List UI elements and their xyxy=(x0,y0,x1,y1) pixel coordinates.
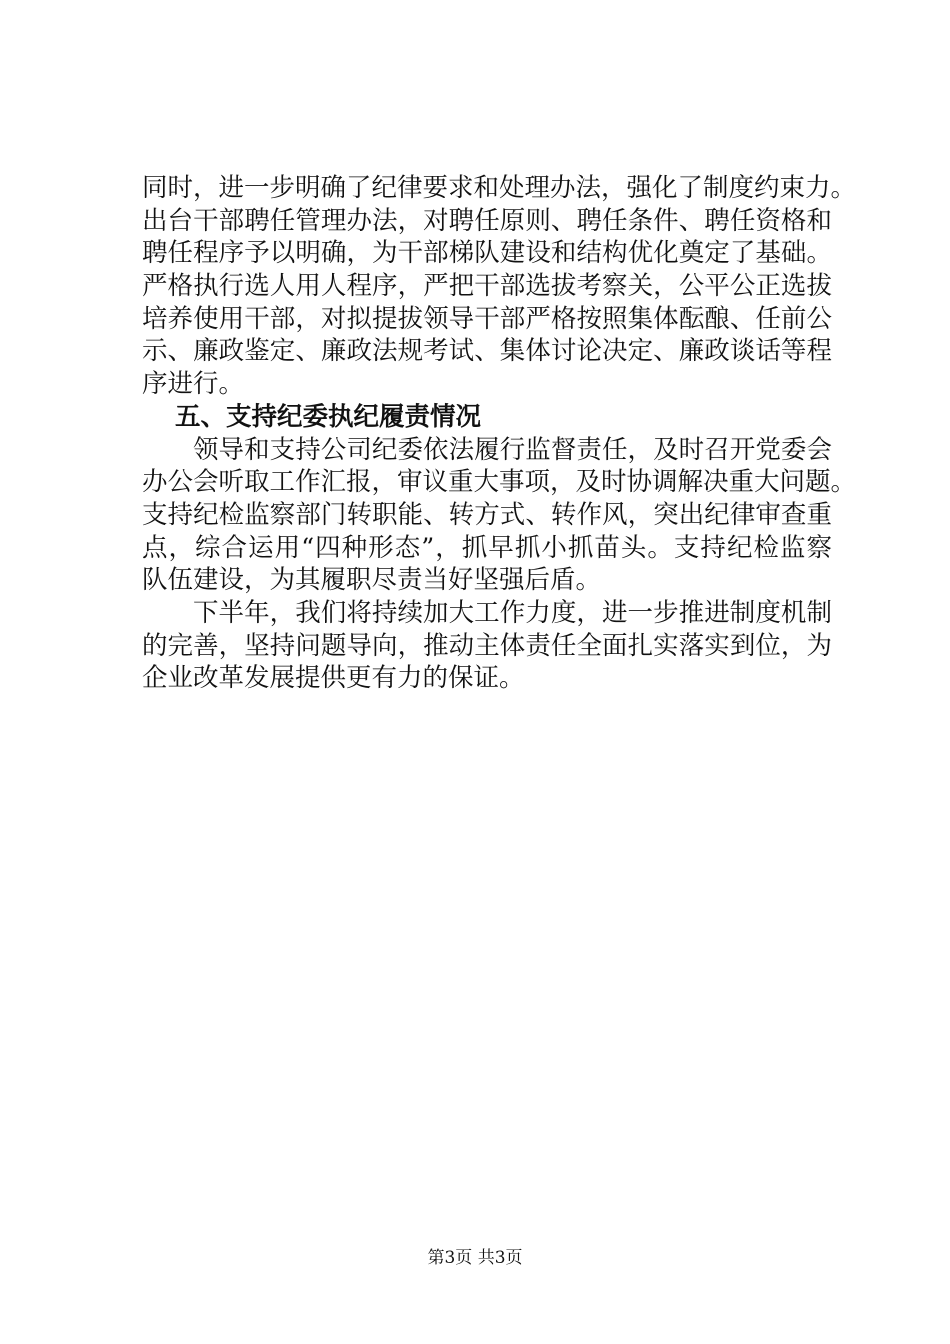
paragraph-next-half-year xyxy=(142,597,832,695)
text-line: 出台干部聘任管理办法，对聘任原则、聘任条件、聘任资格和 xyxy=(142,205,832,236)
text-line: 培养使用干部，对拟提拔领导干部严格按照集体酝酿、任前公 xyxy=(142,303,832,334)
text-line: 的完善，坚持问题导向，推动主体责任全面扎实落实到位，为 xyxy=(142,630,832,661)
paragraph-discipline-support xyxy=(142,434,857,597)
text-line: 聘任程序予以明确，为干部梯队建设和结构优化奠定了基础。 xyxy=(142,238,832,269)
text-line: 下半年，我们将持续加大工作力度，进一步推进制度机制 xyxy=(193,597,832,628)
text-line: 示、廉政鉴定、廉政法规考试、集体讨论决定、廉政谈话等程 xyxy=(142,336,832,367)
text-line: 队伍建设，为其履职尽责当好坚强后盾。 xyxy=(142,565,602,596)
text-line: 点，综合运用“四种形态”，抓早抓小抓苗头。支持纪检监察 xyxy=(142,532,832,563)
document-body xyxy=(142,172,857,695)
text-line: 同时，进一步明确了纪律要求和处理办法，强化了制度约束力。 xyxy=(142,173,857,203)
text-line: 支持纪检监察部门转职能、转方式、转作风，突出纪律审查重 xyxy=(142,499,832,530)
paragraph-personnel-system xyxy=(142,172,857,401)
text-line: 严格执行选人用人程序，严把干部选拔考察关，公平公正选拔 xyxy=(142,271,832,302)
page-number-footer: 第3页 共3页 xyxy=(427,1248,523,1268)
section-heading: 五、支持纪委执纪履责情况 xyxy=(175,401,482,432)
text-line: 序进行。 xyxy=(142,369,245,400)
text-line: 企业改革发展提供更有力的保证。 xyxy=(142,663,525,694)
text-line: 办公会听取工作汇报，审议重大事项，及时协调解决重大问题。 xyxy=(142,467,857,498)
text-line: 领导和支持公司纪委依法履行监督责任，及时召开党委会 xyxy=(193,434,832,465)
